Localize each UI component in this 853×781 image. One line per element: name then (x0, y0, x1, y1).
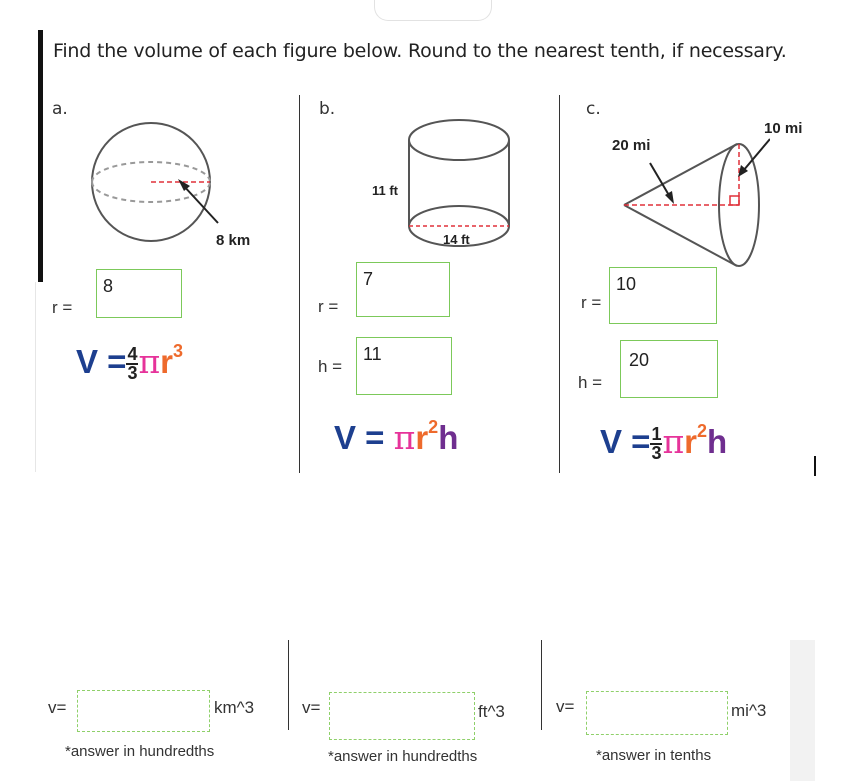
formula-cone-r: r (684, 423, 698, 460)
answer-c-unit: mi^3 (731, 701, 767, 720)
answer-c-input[interactable] (586, 691, 728, 735)
cylinder-diameter-label: 14 ft (443, 232, 470, 247)
formula-cone-h: h (707, 423, 728, 460)
answer-a-unit: km^3 (214, 698, 255, 717)
formula-sphere-v: V = (76, 343, 127, 380)
answer-divider-1 (288, 640, 289, 730)
formula-sphere (76, 342, 183, 382)
formula-sphere-r: r (160, 343, 174, 380)
frac-den: 3 (651, 443, 662, 464)
formula-cone-exp: 2 (697, 421, 708, 441)
cone-slant-label: 20 mi (612, 137, 651, 154)
formula-cylinder-r: r (415, 419, 429, 456)
b-h-value: 11 (363, 344, 382, 364)
c-r-label: r = (581, 293, 602, 312)
pi-symbol: π (393, 418, 416, 457)
answer-b-label: v= (302, 698, 321, 717)
instruction-text: Find the volume of each figure below. Round to the nearest tenth, if necessary. (53, 40, 787, 62)
answer-divider-2 (541, 640, 542, 730)
frac-num: 1 (651, 424, 662, 445)
b-r-label: r = (318, 297, 339, 316)
pi-symbol: π (138, 342, 161, 381)
answer-c-note: *answer in tenths (596, 747, 712, 764)
c-h-input[interactable] (620, 340, 718, 398)
frac-num: 4 (127, 344, 138, 365)
left-edge-line (35, 282, 36, 472)
answer-a-label: v= (48, 698, 67, 717)
part-c-label: c. (586, 99, 601, 119)
cylinder-height-label: 11 ft (372, 183, 399, 198)
b-r-value: 7 (363, 269, 374, 289)
formula-cone-fraction (650, 426, 662, 462)
right-side-panel (790, 640, 815, 781)
formula-cone-v: V = (600, 423, 651, 460)
a-r-value: 8 (103, 276, 114, 296)
formula-cone (600, 422, 727, 462)
left-accent-bar (38, 30, 43, 282)
answer-a-input[interactable] (77, 690, 210, 732)
cone-radius-label: 10 mi (764, 120, 803, 137)
pi-symbol: π (662, 422, 685, 461)
part-b-label: b. (319, 99, 336, 119)
column-divider-2 (559, 95, 560, 473)
answer-a-note: *answer in hundredths (65, 743, 215, 760)
b-r-input[interactable] (356, 262, 450, 317)
a-r-input[interactable] (96, 269, 182, 318)
formula-sphere-fraction (126, 346, 138, 382)
c-h-label: h = (578, 373, 603, 392)
c-r-value: 10 (616, 274, 637, 294)
top-tab-handle (374, 0, 492, 21)
frac-den: 3 (127, 363, 138, 384)
formula-cylinder-v: V = (334, 419, 385, 456)
b-h-input[interactable] (356, 337, 452, 395)
c-h-value: 20 (629, 350, 650, 370)
text-cursor (814, 456, 816, 476)
answer-b-input[interactable] (329, 692, 475, 740)
column-divider-1 (299, 95, 300, 473)
formula-sphere-exp: 3 (173, 341, 184, 361)
c-r-input[interactable] (609, 267, 717, 324)
formula-cylinder-exp: 2 (428, 417, 439, 437)
sphere-radius-label: 8 km (216, 232, 251, 249)
answer-c-label: v= (556, 697, 575, 716)
formula-cylinder (334, 418, 458, 457)
answer-b-note: *answer in hundredths (328, 748, 478, 765)
part-a-label: a. (52, 99, 68, 119)
formula-cylinder-h: h (438, 419, 459, 456)
a-r-label: r = (52, 298, 73, 317)
b-h-label: h = (318, 357, 343, 376)
answer-b-unit: ft^3 (478, 702, 505, 721)
